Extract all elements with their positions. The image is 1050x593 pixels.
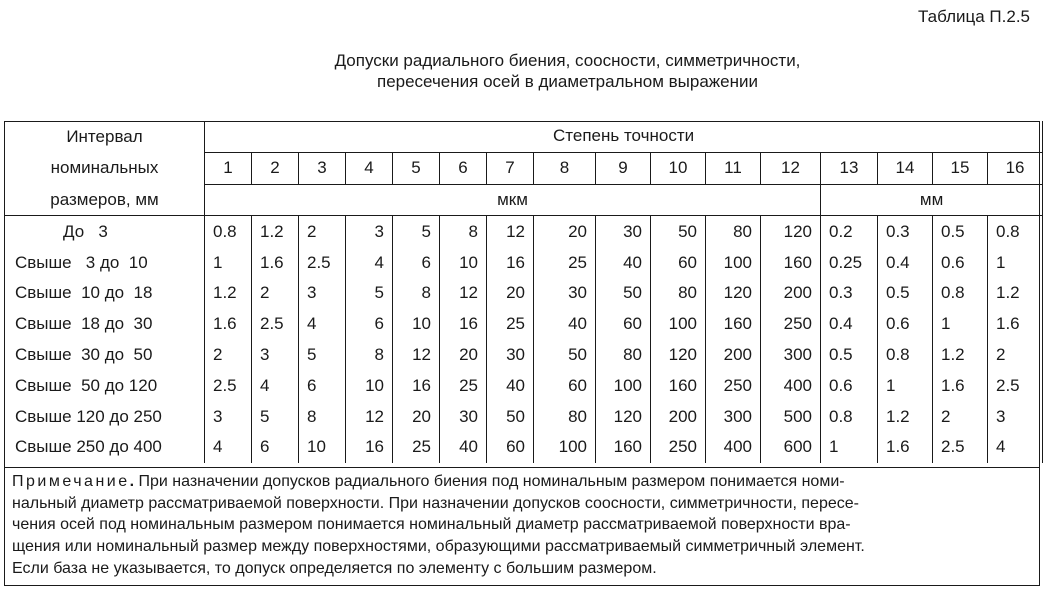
cell-degree-5: 16 [393, 370, 440, 401]
cell-degree-8: 30 [534, 278, 596, 309]
cell-degree-2: 2 [252, 278, 299, 309]
cell-degree-16: 3 [988, 401, 1043, 432]
cell-degree-8: 20 [534, 216, 596, 247]
cell-degree-13: 0.3 [821, 278, 878, 309]
row-range: Свыше 10 до 18 [5, 278, 205, 309]
cell-degree-3: 4 [299, 309, 346, 340]
cell-degree-2: 6 [252, 432, 299, 463]
note-line-1: Примечание. При назначении допусков радиального биения под номинальным размером понимается номи- [12, 473, 845, 490]
degree-9: 9 [596, 152, 651, 184]
cell-degree-13: 0.4 [821, 309, 878, 340]
cell-degree-1: 3 [205, 401, 252, 432]
table-title [0, 50, 1050, 92]
cell-degree-11: 120 [706, 278, 761, 309]
table-row [5, 309, 1043, 340]
cell-degree-11: 160 [706, 309, 761, 340]
cell-degree-7: 50 [487, 401, 534, 432]
interval-line-2: номинальных [5, 152, 205, 184]
cell-degree-3: 5 [299, 340, 346, 371]
cell-degree-3: 3 [299, 278, 346, 309]
cell-degree-8: 60 [534, 370, 596, 401]
cell-degree-6: 40 [440, 432, 487, 463]
cell-degree-12: 160 [761, 247, 821, 278]
cell-degree-15: 1 [933, 309, 988, 340]
degree-7: 7 [487, 152, 534, 184]
cell-degree-6: 20 [440, 340, 487, 371]
cell-degree-10: 50 [651, 216, 706, 247]
note-line-3: чения осей под номинальным размером понимается номинальный диаметр рассматриваемой поверхности вра- [12, 516, 851, 534]
cell-degree-7: 16 [487, 247, 534, 278]
precision-title: Степень точности [205, 121, 1043, 152]
cell-degree-5: 10 [393, 309, 440, 340]
cell-degree-3: 2.5 [299, 247, 346, 278]
degree-6: 6 [440, 152, 487, 184]
cell-degree-1: 1.2 [205, 278, 252, 309]
degree-8: 8 [534, 152, 596, 184]
cell-degree-11: 300 [706, 401, 761, 432]
interval-line-1: Интервал [5, 121, 205, 152]
cell-degree-6: 10 [440, 247, 487, 278]
cell-degree-12: 600 [761, 432, 821, 463]
note-line-4: щения или номинальный размер между поверхностями, образующими рассматриваемый симметричный элемент. [12, 538, 865, 556]
note-text-1: При назначении допусков радиального биения под номинальным размером понимается номи- [134, 473, 845, 490]
cell-degree-1: 2.5 [205, 370, 252, 401]
cell-degree-14: 1 [878, 370, 933, 401]
cell-degree-6: 12 [440, 278, 487, 309]
table-row [5, 340, 1043, 371]
degree-15: 15 [933, 152, 988, 184]
cell-degree-9: 50 [596, 278, 651, 309]
cell-degree-11: 100 [706, 247, 761, 278]
cell-degree-12: 200 [761, 278, 821, 309]
cell-degree-14: 0.5 [878, 278, 933, 309]
cell-degree-1: 4 [205, 432, 252, 463]
header-row-degrees [5, 152, 1043, 184]
cell-degree-13: 0.5 [821, 340, 878, 371]
cell-degree-6: 25 [440, 370, 487, 401]
cell-degree-2: 1.6 [252, 247, 299, 278]
cell-degree-11: 400 [706, 432, 761, 463]
cell-degree-9: 160 [596, 432, 651, 463]
cell-degree-16: 2.5 [988, 370, 1043, 401]
cell-degree-10: 120 [651, 340, 706, 371]
degree-14: 14 [878, 152, 933, 184]
cell-degree-4: 8 [346, 340, 393, 371]
cell-degree-14: 1.2 [878, 401, 933, 432]
degree-4: 4 [346, 152, 393, 184]
cell-degree-3: 6 [299, 370, 346, 401]
cell-degree-14: 0.8 [878, 340, 933, 371]
tolerance-table [4, 121, 1043, 463]
cell-degree-2: 1.2 [252, 216, 299, 247]
cell-degree-10: 200 [651, 401, 706, 432]
cell-degree-12: 500 [761, 401, 821, 432]
cell-degree-8: 50 [534, 340, 596, 371]
cell-degree-7: 60 [487, 432, 534, 463]
interval-line-3: размеров, мм [5, 184, 205, 216]
degree-2: 2 [252, 152, 299, 184]
cell-degree-15: 2 [933, 401, 988, 432]
cell-degree-7: 12 [487, 216, 534, 247]
cell-degree-1: 1 [205, 247, 252, 278]
unit-mm: мм [821, 184, 1043, 216]
cell-degree-15: 2.5 [933, 432, 988, 463]
cell-degree-7: 40 [487, 370, 534, 401]
cell-degree-5: 5 [393, 216, 440, 247]
cell-degree-7: 25 [487, 309, 534, 340]
table-row [5, 216, 1043, 247]
cell-degree-15: 1.6 [933, 370, 988, 401]
cell-degree-9: 30 [596, 216, 651, 247]
note-label: Примечание [12, 473, 130, 490]
cell-degree-5: 20 [393, 401, 440, 432]
degree-5: 5 [393, 152, 440, 184]
cell-degree-6: 16 [440, 309, 487, 340]
cell-degree-11: 250 [706, 370, 761, 401]
table-row [5, 370, 1043, 401]
row-range: Свыше 50 до 120 [5, 370, 205, 401]
table-row [5, 432, 1043, 463]
cell-degree-12: 300 [761, 340, 821, 371]
unit-um: мкм [205, 184, 821, 216]
degree-13: 13 [821, 152, 878, 184]
cell-degree-14: 0.3 [878, 216, 933, 247]
cell-degree-9: 100 [596, 370, 651, 401]
table-row [5, 247, 1043, 278]
cell-degree-16: 1.2 [988, 278, 1043, 309]
note-block [12, 471, 1036, 580]
cell-degree-4: 12 [346, 401, 393, 432]
table-row [5, 401, 1043, 432]
cell-degree-12: 120 [761, 216, 821, 247]
cell-degree-12: 400 [761, 370, 821, 401]
cell-degree-5: 25 [393, 432, 440, 463]
row-range: До 3 [5, 216, 205, 247]
degree-10: 10 [651, 152, 706, 184]
row-range: Свыше 250 до 400 [5, 432, 205, 463]
cell-degree-9: 80 [596, 340, 651, 371]
cell-degree-5: 8 [393, 278, 440, 309]
note-divider [4, 467, 1040, 468]
cell-degree-1: 0.8 [205, 216, 252, 247]
cell-degree-16: 1.6 [988, 309, 1043, 340]
cell-degree-12: 250 [761, 309, 821, 340]
title-line-2: пересечения осей в диаметральном выражении [376, 72, 758, 91]
cell-degree-16: 1 [988, 247, 1043, 278]
cell-degree-6: 8 [440, 216, 487, 247]
cell-degree-4: 5 [346, 278, 393, 309]
cell-degree-8: 25 [534, 247, 596, 278]
cell-degree-2: 4 [252, 370, 299, 401]
degree-12: 12 [761, 152, 821, 184]
cell-degree-10: 160 [651, 370, 706, 401]
cell-degree-3: 2 [299, 216, 346, 247]
cell-degree-15: 1.2 [933, 340, 988, 371]
cell-degree-5: 6 [393, 247, 440, 278]
cell-degree-13: 0.8 [821, 401, 878, 432]
cell-degree-8: 40 [534, 309, 596, 340]
row-range: Свыше 3 до 10 [5, 247, 205, 278]
cell-degree-9: 120 [596, 401, 651, 432]
cell-degree-10: 60 [651, 247, 706, 278]
cell-degree-14: 1.6 [878, 432, 933, 463]
cell-degree-4: 4 [346, 247, 393, 278]
cell-degree-16: 0.8 [988, 216, 1043, 247]
cell-degree-4: 10 [346, 370, 393, 401]
cell-degree-13: 0.6 [821, 370, 878, 401]
cell-degree-6: 30 [440, 401, 487, 432]
cell-degree-15: 0.6 [933, 247, 988, 278]
cell-degree-3: 10 [299, 432, 346, 463]
cell-degree-4: 3 [346, 216, 393, 247]
cell-degree-11: 200 [706, 340, 761, 371]
header-row-units [5, 184, 1043, 216]
cell-degree-2: 2.5 [252, 309, 299, 340]
header-row-1 [5, 121, 1043, 152]
cell-degree-9: 40 [596, 247, 651, 278]
cell-degree-3: 8 [299, 401, 346, 432]
table-label: Таблица П.2.5 [918, 7, 1030, 26]
cell-degree-1: 2 [205, 340, 252, 371]
cell-degree-8: 80 [534, 401, 596, 432]
degree-11: 11 [706, 152, 761, 184]
cell-degree-1: 1.6 [205, 309, 252, 340]
degree-1: 1 [205, 152, 252, 184]
cell-degree-13: 0.2 [821, 216, 878, 247]
degree-16: 16 [988, 152, 1043, 184]
note-line-2: нальный диаметр рассматриваемой поверхности. При назначении допусков соосности, симметричности, пересе- [12, 494, 859, 512]
row-range: Свыше 18 до 30 [5, 309, 205, 340]
cell-degree-13: 1 [821, 432, 878, 463]
cell-degree-10: 80 [651, 278, 706, 309]
cell-degree-10: 100 [651, 309, 706, 340]
cell-degree-14: 0.4 [878, 247, 933, 278]
row-range: Свыше 120 до 250 [5, 401, 205, 432]
cell-degree-7: 30 [487, 340, 534, 371]
degree-3: 3 [299, 152, 346, 184]
table-row [5, 278, 1043, 309]
cell-degree-16: 2 [988, 340, 1043, 371]
cell-degree-8: 100 [534, 432, 596, 463]
cell-degree-11: 80 [706, 216, 761, 247]
cell-degree-4: 6 [346, 309, 393, 340]
cell-degree-7: 20 [487, 278, 534, 309]
cell-degree-2: 5 [252, 401, 299, 432]
cell-degree-4: 16 [346, 432, 393, 463]
cell-degree-5: 12 [393, 340, 440, 371]
row-range: Свыше 30 до 50 [5, 340, 205, 371]
cell-degree-14: 0.6 [878, 309, 933, 340]
cell-degree-2: 3 [252, 340, 299, 371]
cell-degree-10: 250 [651, 432, 706, 463]
note-line-5: Если база не указывается, то допуск определяется по элементу с большим размером. [12, 559, 657, 577]
cell-degree-9: 60 [596, 309, 651, 340]
cell-degree-13: 0.25 [821, 247, 878, 278]
cell-degree-15: 0.8 [933, 278, 988, 309]
title-line-1: Допуски радиального биения, соосности, симметричности, [334, 51, 801, 70]
cell-degree-16: 4 [988, 432, 1043, 463]
table-body [5, 216, 1043, 463]
cell-degree-15: 0.5 [933, 216, 988, 247]
